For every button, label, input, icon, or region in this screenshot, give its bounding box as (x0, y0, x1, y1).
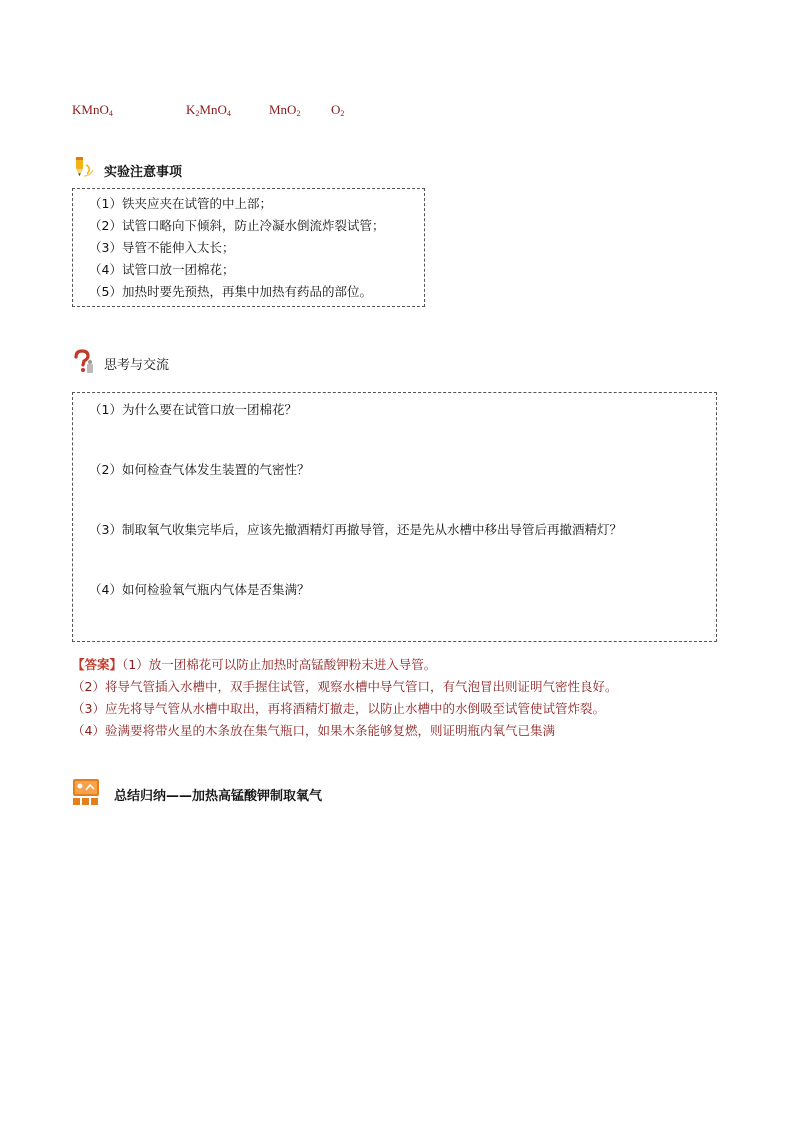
answer-tag: 【答案】 (72, 657, 123, 672)
pencil-icon (72, 156, 96, 180)
think-question-2: （2）如何检查气体发生装置的气密性？ (89, 462, 310, 477)
formula-k2mno4 (186, 102, 231, 118)
formula-k2mno4-p1: K (186, 102, 196, 117)
notes-title: 实验注意事项 (104, 165, 183, 180)
formula-o2 (331, 102, 344, 118)
formula-mno2-sub: 2 (296, 109, 301, 118)
formula-k2mno4-s1: 2 (195, 109, 200, 118)
summary-title: 总结归纳——加热高锰酸钾制取氧气 (114, 789, 323, 804)
notes-item-4: （4）试管口放一团棉花； (89, 262, 235, 277)
formula-k2mno4-p2: MnO (199, 102, 227, 117)
think-question-4: （4）如何检验氧气瓶内气体是否集满？ (89, 582, 310, 597)
notes-item-5: （5）加热时要先预热，再集中加热有药品的部位。 (89, 284, 372, 299)
answer-first: （1）放一团棉花可以防止加热时高锰酸钾粉末进入导管。 (122, 657, 437, 672)
notes-item-3: （3）导管不能伸入太长； (89, 240, 235, 255)
formula-mno2 (269, 102, 300, 118)
notes-item-1: （1）铁夹应夹在试管的中上部； (89, 196, 272, 211)
notes-item-2: （2）试管口略向下倾斜，防止冷凝水倒流炸裂试管； (89, 218, 385, 233)
think-question-1: （1）为什么要在试管口放一团棉花？ (89, 402, 297, 417)
think-box (72, 392, 717, 642)
answer-line-2: （2）将导气管插入水槽中，双手握住试管，观察水槽中导气管口，有气泡冒出则证明气密性良好。 (72, 679, 618, 694)
formula-kmno4-base: KMnO (72, 102, 109, 117)
think-question-3: （3）制取氧气收集完毕后，应该先撤酒精灯再撤导管，还是先从水槽中移出导管后再撤酒精灯？ (89, 522, 622, 537)
formula-mno2-base: MnO (269, 102, 297, 117)
question-mark-icon (72, 349, 96, 375)
notes-box (72, 188, 425, 307)
formula-kmno4 (72, 102, 113, 118)
teacher-board-icon (72, 778, 100, 806)
formula-o2-base: O (331, 102, 341, 117)
formula-kmno4-sub: 4 (108, 109, 113, 118)
formula-o2-sub: 2 (340, 109, 345, 118)
answer-line-1 (72, 655, 436, 673)
think-title: 思考与交流 (104, 358, 170, 373)
answer-line-3: （3）应先将导气管从水槽中取出，再将酒精灯撤走，以防止水槽中的水倒吸至试管使试管炸裂。 (72, 701, 605, 716)
answer-line-4: （4）验满要将带火星的木条放在集气瓶口，如果木条能够复燃，则证明瓶内氧气已集满 (72, 723, 555, 738)
formula-k2mno4-s2: 4 (226, 109, 231, 118)
